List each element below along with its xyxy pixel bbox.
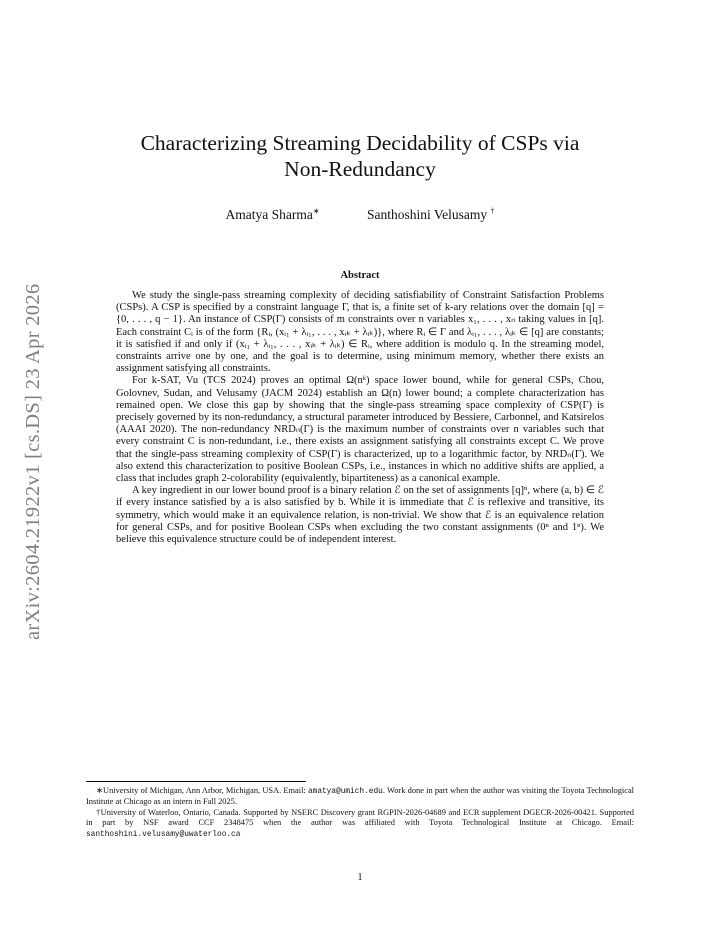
email-link[interactable]: amatya@umich.edu [307,788,383,796]
abstract-paragraph: For k-SAT, Vu (TCS 2024) proves an optimal Ω(nᵏ) space lower bound, while for general CSPs, Chou, Golovnev, Sudan, and Velusamy (JACM 2024) establish an Ω(n) lower bound; a complete characterization has remained open. We close this gap by showing that the single-pass streaming space complexity of CSP(Γ) is precisely governed by its non-redundancy, a structural parameter introduced by Bessiere, Carbonnel, and Katsirelos (AAAI 2020). The non-redundancy NRDₙ(Γ) is the maximum number of constraints over n variables such that every constraint C is non-redundant, i.e., there exists an assignment satisfying all constraints except C. We prove that the single-pass streaming complexity of CSP(Γ) is characterized, up to a logarithmic factor, by NRDₙ(Γ). We also extend this characterization to positive Boolean CSPs, i.e., instances in which no additive shifts are applied, a class that includes graph 2-colorability (equivalently, bipartiteness) as a canonical example. [116,375,604,485]
footnote-mark: † [490,206,495,215]
footnote-text: . Work done in part when the author was visiting the Toyota Technological Institute at Chicago as an intern in Fall 2025. [86,786,634,807]
author-name: Amatya Sharma [225,206,313,222]
footnote-text: ∗University of Michigan, Ann Arbor, Michigan, USA. Email: [96,786,308,795]
title-line-2: Non-Redundancy [284,157,436,181]
author-1 [226,207,320,222]
email-link[interactable]: santhoshini.velusamy@uwaterloo.ca [86,830,241,839]
author-name: Santhoshini Velusamy [366,206,488,222]
footnotes [86,786,634,840]
page-number: 1 [357,872,363,883]
abstract-body [116,290,604,546]
paper-title [100,130,620,182]
abstract-paragraph: A key ingredient in our lower bound proof is a binary relation ℰ on the set of assignments [q]ⁿ, where (a, b) ∈ ℰ if every instance satisfied by a is also satisfied by b. While it is immediate that ℰ is reflexive and transitive, its symmetry, which would make it an equivalence relation, is non-trivial. We show that ℰ is an equivalence relation for general CSPs, and for positive Boolean CSPs when excluding the two constant assignments (0ⁿ and 1ⁿ). We believe this equivalence structure could be of independent interest. [116,485,604,546]
author-list [100,206,620,223]
footnote-affiliation-1 [86,786,634,808]
footnote-divider [86,781,306,782]
footnote-mark: ∗ [312,206,320,215]
abstract-paragraph: We study the single-pass streaming complexity of deciding satisfiability of Constraint Satisfaction Problems (CSPs). A CSP is specified by a constraint language Γ, that is, a finite set of k-ary relations over the domain [q] = {0, . . . , q − 1}. An instance of CSP(Γ) consists of m constraints over n variables x₁, . . . , xₙ taking values in [q]. Each constraint Cᵢ is of the form {Rᵢ, (xᵢ₁ + λᵢ₁, . . . , xᵢₖ + λᵢₖ)}, where Rᵢ ∈ Γ and λᵢ₁, . . . , λᵢₖ ∈ [q] are constants; it is satisfied if and only if (xᵢ₁ + λᵢ₁, . . . , xᵢₖ + λᵢₖ) ∈ Rᵢ, where addition is modulo q. In the streaming model, constraints arrive one by one, and the goal is to determine, using minimum memory, whether there exists an assignment satisfying all constraints. [116,290,604,375]
title-line-1: Characterizing Streaming Decidability of CSPs via [140,131,580,155]
footnote-text: †University of Waterloo, Ontario, Canada. Supported by NSERC Discovery grant RGPIN-2026-04689 and ECR supplement DGECR-2026-00421. Supported in part by NSF award CCF 2348475 when the author was affiliated with Toyota Technological Institute at Chicago. Email: [86,807,634,828]
author-2 [367,207,495,222]
arxiv-identifier: arXiv:2604.21922v1 [cs.DS] 23 Apr 2026 [22,283,44,640]
footnote-affiliation-2 [86,808,634,840]
abstract-heading: Abstract [340,270,380,281]
